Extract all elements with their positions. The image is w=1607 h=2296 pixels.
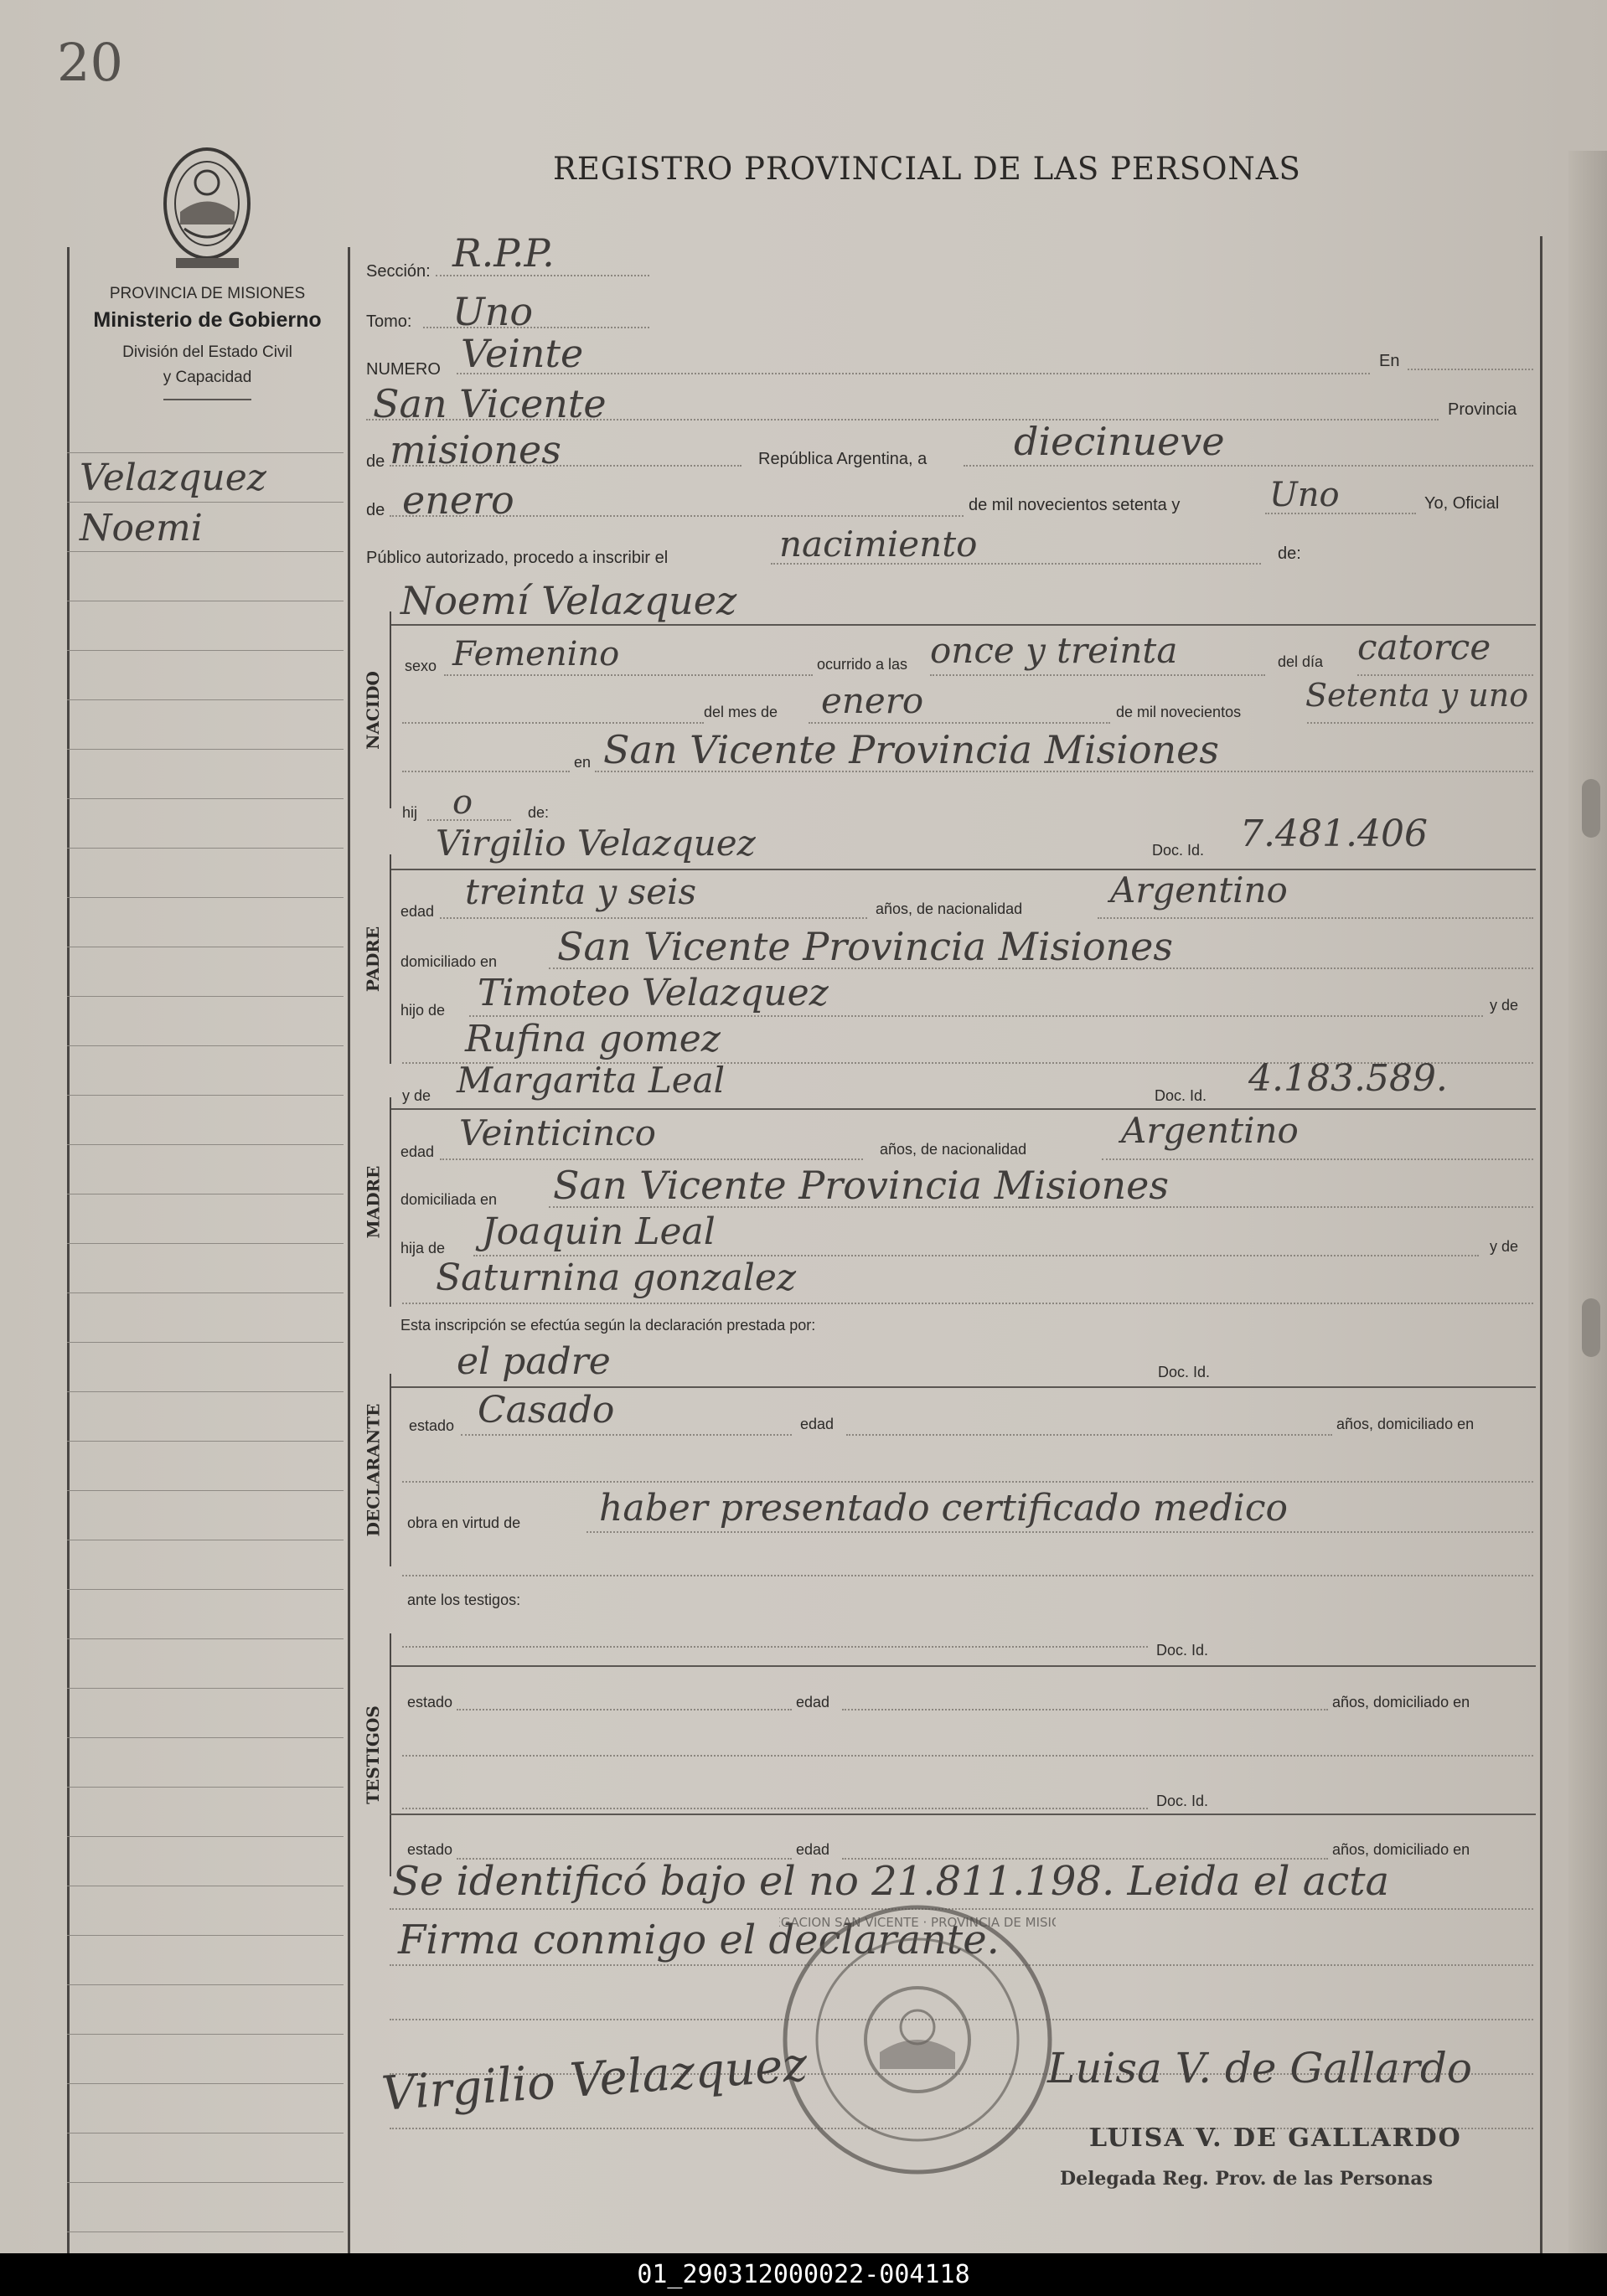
right-margin-line: [1540, 236, 1542, 2253]
binding-hole-1: [1582, 779, 1600, 838]
decl-dom-line: [402, 1481, 1533, 1483]
decl-edad-line: [846, 1434, 1332, 1436]
hora-line: [930, 674, 1265, 676]
declarante-doc-label: Doc. Id.: [1158, 1364, 1211, 1380]
padre-hijo-label: hijo de: [400, 1002, 446, 1019]
tomo-value: Uno: [452, 289, 534, 334]
madre-y-de-value: Saturnina gonzalez: [436, 1256, 797, 1299]
hij-label: hij: [402, 804, 418, 821]
en2-label: en: [574, 754, 592, 771]
binding-edge: [1568, 151, 1607, 2253]
dia-value: diecinueve: [1014, 419, 1225, 464]
dia-nac-value: catorce: [1357, 627, 1491, 668]
section-madre: MADRE: [363, 1165, 383, 1239]
madre-nombre-value: Margarita Leal: [457, 1060, 726, 1101]
testigo2-anos-label: años, domiciliado en: [1332, 1841, 1470, 1858]
madre-top-rule: [390, 1108, 1536, 1110]
division-label-1: División del Estado Civil: [122, 343, 292, 361]
numero-value: Veinte: [461, 331, 584, 376]
acto-value: nacimiento: [779, 524, 978, 565]
madre-hija-value: Joaquin Leal: [482, 1210, 716, 1253]
hora-value: once y treinta: [930, 630, 1178, 671]
margin-rule: [67, 1045, 344, 1046]
binding-hole-2: [1582, 1298, 1600, 1357]
madre-nac-value: Argentino: [1121, 1110, 1299, 1151]
madre-hija-label: hija de: [400, 1240, 446, 1256]
testigos-bracket: [390, 1633, 391, 1876]
testigos-top-rule: [390, 1665, 1536, 1667]
margin-rule: [67, 452, 344, 453]
margin-rule: [67, 749, 344, 750]
sexo-value: Femenino: [452, 635, 620, 673]
margin-rule: [67, 1638, 344, 1639]
localidad-value: San Vicente: [373, 381, 607, 426]
madre-edad-label: edad: [400, 1143, 435, 1160]
margin-rule: [67, 2083, 344, 2084]
madre-edad-line: [440, 1158, 863, 1160]
page-number: 20: [57, 32, 123, 93]
margin-rule: [67, 848, 344, 849]
padre-doc-value: 7.481.406: [1240, 813, 1428, 855]
de4-label: de:: [528, 804, 550, 821]
mes-value: enero: [402, 477, 514, 523]
numero-label: NUMERO: [366, 360, 441, 379]
mil-nov-label: de mil novecientos setenta y: [969, 496, 1181, 514]
official-stamp: [779, 1901, 1056, 2178]
margin-rule: [67, 1836, 344, 1837]
margin-rule: [67, 551, 344, 552]
testigo2-rule: [390, 1814, 1536, 1815]
margin-rule: [67, 1243, 344, 1244]
mes-nac-line: [809, 722, 1110, 724]
testigo1-edad-line: [842, 1709, 1328, 1710]
margin-rule: [67, 1391, 344, 1392]
numero-line: [457, 373, 1370, 374]
padre-doc-label: Doc. Id.: [1152, 842, 1205, 859]
sexo-label: sexo: [405, 658, 437, 674]
obra-line-2: [402, 1575, 1533, 1576]
tomo-label: Tomo:: [366, 312, 412, 331]
margin-rule: [67, 1935, 344, 1936]
section-nacido: NACIDO: [363, 670, 383, 750]
left-margin-line: [67, 247, 70, 2253]
de-label: de: [366, 452, 385, 471]
margin-rule: [67, 699, 344, 700]
declarante-top-rule: [390, 1386, 1536, 1388]
decl-edad-label: edad: [800, 1416, 835, 1432]
sexo-line: [444, 674, 813, 676]
en-label: En: [1379, 352, 1400, 370]
de3-label: de:: [1278, 544, 1301, 563]
margin-rule: [67, 650, 344, 651]
testigo2-edad-label: edad: [796, 1841, 830, 1858]
en-line: [1408, 369, 1533, 370]
padre-edad-line: [440, 917, 867, 919]
pre-mes-line: [402, 722, 704, 724]
padre-hijo-value: Timoteo Velazquez: [478, 972, 829, 1014]
margin-rule: [67, 798, 344, 799]
mes-nac-value: enero: [821, 680, 924, 721]
decl-anos-label: años, domiciliado en: [1336, 1416, 1475, 1432]
de2-label: de: [366, 501, 385, 519]
image-id-footer: 01_290312000022-004118: [0, 2253, 1607, 2296]
margin-surname: Velazquez: [80, 457, 266, 499]
margin-given-name: Noemi: [80, 507, 203, 549]
margin-rule: [67, 1441, 344, 1442]
seccion-label: Sección:: [366, 262, 431, 281]
pre-lugar-line: [402, 771, 570, 772]
obra-line: [586, 1531, 1533, 1533]
madre-doc-label: Doc. Id.: [1155, 1087, 1207, 1104]
testigo1-anos-label: años, domiciliado en: [1332, 1694, 1470, 1710]
nacido-bracket: [390, 611, 391, 808]
decl-estado-value: Casado: [478, 1389, 615, 1432]
seccion-value: R.P.P.: [452, 230, 555, 276]
madre-bracket: [390, 1097, 391, 1307]
anio-value: Uno: [1269, 476, 1340, 514]
testigo1-estado-line: [457, 1709, 792, 1710]
republica-label: República Argentina, a: [758, 450, 928, 468]
declarante-bracket: [390, 1374, 391, 1566]
margin-rule: [67, 1688, 344, 1689]
obra-value: haber presentado certificado medico: [599, 1487, 1289, 1530]
testigo2-doc-label: Doc. Id.: [1156, 1793, 1209, 1809]
section-testigos: TESTIGOS: [363, 1705, 384, 1804]
madre-y-de-line: [402, 1303, 1533, 1304]
margin-rule: [67, 2182, 344, 2183]
signature-oficial: Luisa V. de Gallardo: [1047, 2044, 1472, 2092]
padre-dom-value: San Vicente Provincia Misiones: [557, 924, 1174, 969]
margin-rule: [67, 996, 344, 997]
section-padre: PADRE: [363, 926, 383, 993]
decl-estado-line: [461, 1434, 792, 1436]
padre-dom-label: domiciliado en: [400, 953, 498, 970]
province-seal: [159, 141, 256, 275]
margin-rule: [67, 1095, 344, 1096]
madre-dom-label: domiciliada en: [400, 1191, 498, 1208]
svg-text:DELEGACION SAN VICENTE · PROVI: GACION SAN VICENTE · PROVINCIA DE MISI: [780, 1915, 1052, 1930]
padre-bracket: [390, 854, 391, 1064]
padre-hijo-line: [469, 1015, 1483, 1017]
madre-y-de2-label: y de: [1490, 1238, 1519, 1255]
margin-rule: [67, 1984, 344, 1985]
provincia-value: misiones: [390, 427, 561, 472]
ocurrido-label: ocurrido a las: [817, 656, 908, 673]
ministry-label: Ministerio de Gobierno: [93, 308, 322, 332]
nota-line-2-text: Firma conmigo el declarante.: [398, 1917, 1000, 1963]
hij-value: o: [452, 783, 473, 822]
column-divider: [348, 247, 350, 2253]
margin-rule: [67, 1490, 344, 1491]
padre-nombre-value: Virgilio Velazquez: [436, 823, 756, 864]
obra-label: obra en virtud de: [407, 1514, 521, 1531]
margin-rule: [67, 1589, 344, 1590]
madre-anos-label: años, de nacionalidad: [880, 1141, 1027, 1158]
publico-label: Público autorizado, procedo a inscribir el: [366, 549, 669, 567]
padre-y-de-value: Rufina gomez: [465, 1018, 721, 1060]
declarante-value: el padre: [457, 1340, 611, 1383]
testigo2-line: [402, 1808, 1148, 1809]
inscripcion-label: Esta inscripción se efectúa según la declaración prestada por:: [400, 1317, 816, 1334]
dia-nac-line: [1357, 674, 1533, 676]
anio-nac-value: Setenta y uno: [1305, 677, 1529, 714]
nacido-top-rule: [390, 624, 1536, 626]
dia-line: [964, 465, 1533, 467]
testigo1-edad-label: edad: [796, 1694, 830, 1710]
del-dia-label: del día: [1278, 653, 1324, 670]
signature-declarante: Virgilio Velazquez: [380, 2037, 809, 2122]
margin-rule: [67, 2034, 344, 2035]
margin-rule: [67, 1787, 344, 1788]
yo-oficial-label: Yo, Oficial: [1424, 494, 1500, 513]
padre-anos-label: años, de nacionalidad: [876, 900, 1023, 917]
anio-nac-line: [1307, 722, 1533, 724]
de-mil-nov-label: de mil novecientos: [1116, 704, 1242, 720]
nota-line-1-text: Se identificó bajo el no 21.811.198. Leida el acta: [392, 1858, 1390, 1905]
margin-rule: [67, 897, 344, 898]
padre-nac-value: Argentino: [1110, 869, 1288, 911]
nombre-value: Noemí Velazquez: [400, 578, 737, 623]
header-underline: [163, 399, 251, 400]
testigo1-line: [402, 1646, 1148, 1648]
oficial-cargo: Delegada Reg. Prov. de las Personas: [1060, 2168, 1433, 2190]
madre-nac-line: [1102, 1158, 1533, 1160]
padre-nac-line: [1098, 917, 1533, 919]
padre-edad-label: edad: [400, 903, 435, 920]
province-label: PROVINCIA DE MISIONES: [109, 285, 306, 302]
division-label-2: y Capacidad: [163, 369, 252, 386]
madre-edad-value: Veinticinco: [459, 1112, 656, 1153]
padre-top-rule: [390, 869, 1536, 870]
testigo2-estado-label: estado: [407, 1841, 453, 1858]
margin-rule: [67, 1737, 344, 1738]
madre-dom-value: San Vicente Provincia Misiones: [553, 1163, 1170, 1208]
testigos-label: ante los testigos:: [407, 1592, 521, 1608]
padre-y-de-label: y de: [1490, 997, 1519, 1014]
margin-rule: [67, 1144, 344, 1145]
margin-rule: [67, 1342, 344, 1343]
del-mes-label: del mes de: [704, 704, 778, 720]
document-title: REGISTRO PROVINCIAL DE LAS PERSONAS: [553, 151, 1301, 187]
oficial-name: LUISA V. DE GALLARDO: [1089, 2123, 1462, 2153]
margin-rule: [67, 502, 344, 503]
padre-edad-value: treinta y seis: [465, 871, 697, 912]
testigo1-dom-line: [402, 1755, 1533, 1757]
lugar-value: San Vicente Provincia Misiones: [603, 727, 1220, 772]
section-declarante: DECLARANTE: [363, 1403, 384, 1537]
decl-estado-label: estado: [409, 1417, 455, 1434]
madre-doc-value: 4.183.589.: [1248, 1057, 1448, 1100]
testigo1-doc-label: Doc. Id.: [1156, 1642, 1209, 1659]
margin-rule: [67, 1292, 344, 1293]
madre-y-de-label: y de: [402, 1087, 431, 1104]
testigo1-estado-label: estado: [407, 1694, 453, 1710]
provincia-label: Provincia: [1448, 400, 1517, 419]
